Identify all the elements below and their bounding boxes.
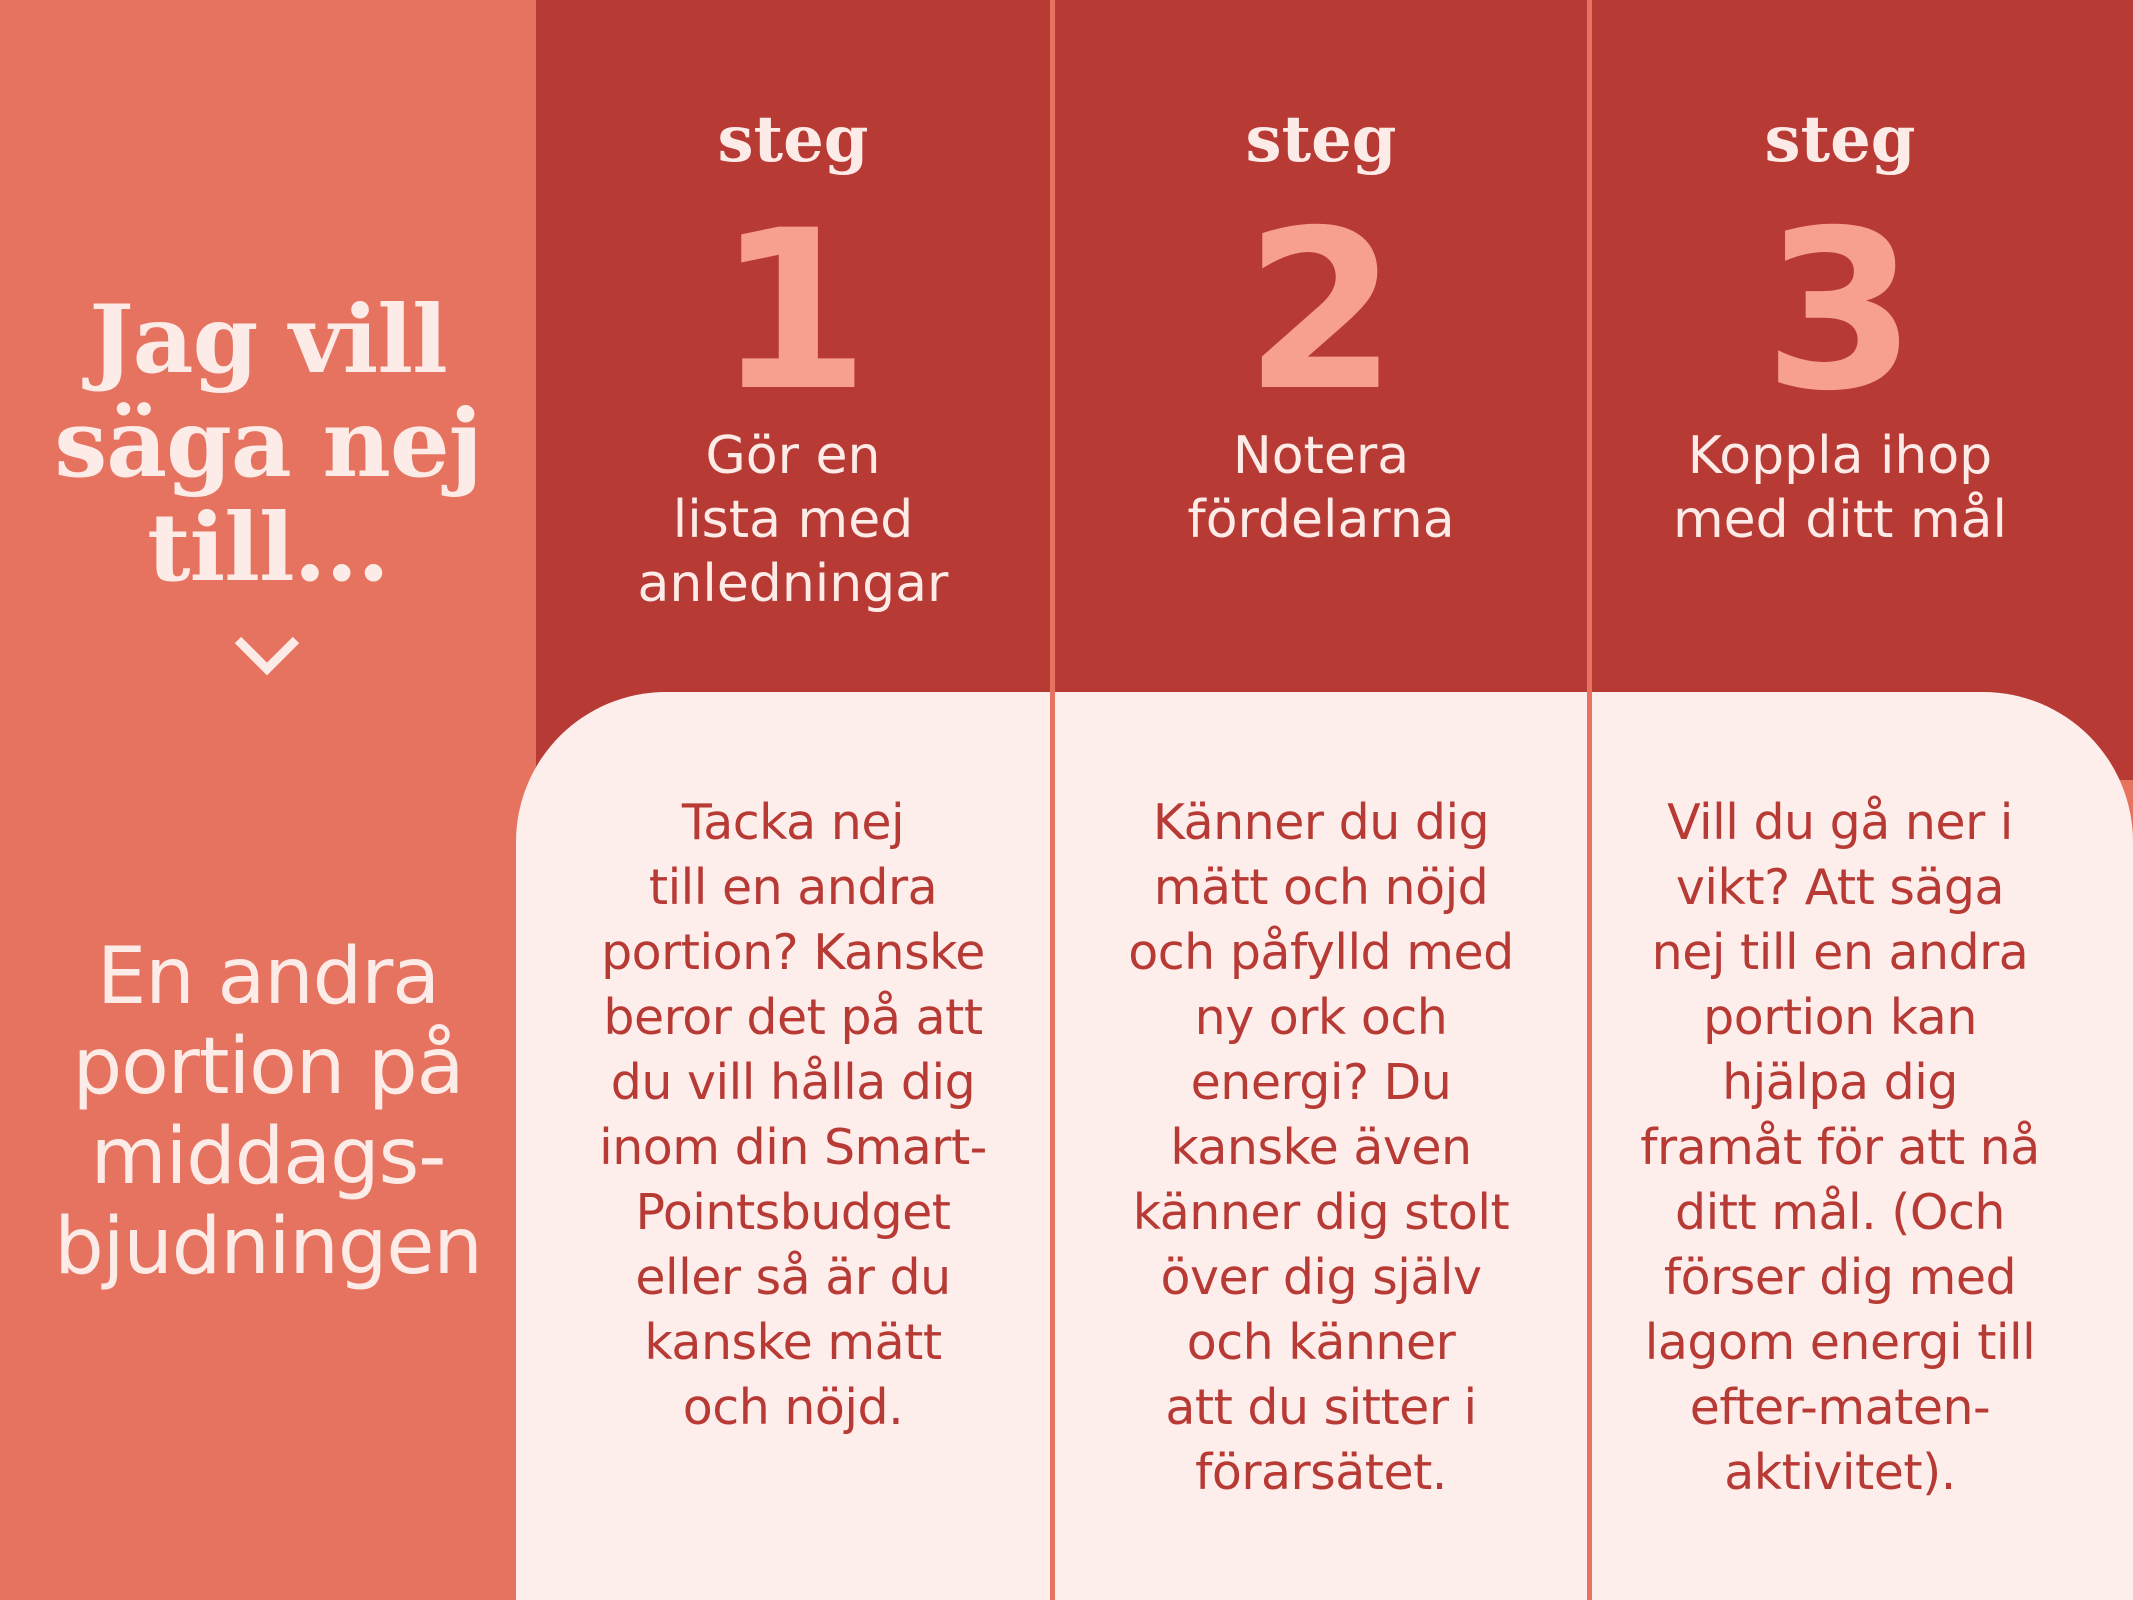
step-title-line: Notera: [1232, 426, 1410, 486]
step-2-header: [1055, 0, 1587, 692]
scenario-line: portion på: [72, 1022, 464, 1112]
body-line: framåt för att nå: [1640, 1119, 2040, 1176]
body-line: Tacka nej: [681, 794, 905, 851]
heading-line: Jag vill: [89, 285, 447, 395]
body-line: du vill hålla dig: [610, 1054, 976, 1111]
body-line: hjälpa dig: [1722, 1054, 1958, 1111]
body-line: vikt? Att säga: [1675, 859, 2005, 916]
sidebar: [0, 0, 536, 1600]
step-label: steg: [1245, 102, 1397, 177]
step-title: [536, 424, 1050, 616]
body-line: Pointsbudget: [635, 1184, 951, 1241]
body-line: och påfylld med: [1128, 924, 1514, 981]
body-line: lagom energi till: [1644, 1314, 2036, 1371]
body-line: förser dig med: [1663, 1249, 2017, 1306]
body-line: beror det på att: [603, 989, 983, 1046]
heading-line: till...: [147, 493, 389, 603]
body-line: känner dig stolt: [1132, 1184, 1510, 1241]
scenario-text: [0, 932, 536, 1292]
step-title-line: anledningar: [637, 554, 949, 614]
step-title-line: Gör en: [705, 426, 881, 486]
body-line: inom din Smart-: [599, 1119, 987, 1176]
body-line: eller så är du: [635, 1249, 951, 1306]
body-line: ny ork och: [1194, 989, 1448, 1046]
body-line: och nöjd.: [682, 1379, 904, 1436]
step-3-header: [1592, 0, 2088, 692]
body-line: ditt mål. (Och: [1675, 1184, 2005, 1241]
step-label: steg: [717, 102, 869, 177]
step-1-header: [536, 0, 1050, 692]
step-number: 2: [1244, 183, 1398, 439]
chevron-down-icon: [232, 634, 302, 678]
step-number: 3: [1763, 183, 1917, 439]
body-line: aktivitet).: [1724, 1444, 1956, 1501]
body-line: kanske mätt: [644, 1314, 942, 1371]
body-line: portion? Kanske: [601, 924, 985, 981]
step-title-line: fördelarna: [1187, 490, 1455, 550]
step-label: steg: [1764, 102, 1916, 177]
heading-line: säga nej: [54, 389, 482, 499]
body-line: och känner: [1186, 1314, 1456, 1371]
step-number: 1: [716, 183, 870, 439]
body-line: nej till en andra: [1651, 924, 2029, 981]
body-line: efter-maten-: [1689, 1379, 1991, 1436]
step-title-line: lista med: [672, 490, 914, 550]
body-line: portion kan: [1703, 989, 1977, 1046]
sidebar-heading: [0, 285, 536, 603]
body-line: förarsätet.: [1195, 1444, 1447, 1501]
scenario-line: En andra: [96, 932, 440, 1022]
step-3-body: [1592, 790, 2088, 1505]
body-line: energi? Du: [1190, 1054, 1452, 1111]
body-line: att du sitter i: [1165, 1379, 1477, 1436]
step-title: [1055, 424, 1587, 552]
body-line: Känner du dig: [1152, 794, 1490, 851]
body-line: kanske även: [1170, 1119, 1472, 1176]
step-title-line: med ditt mål: [1673, 490, 2007, 550]
scenario-line: middags-: [90, 1112, 446, 1202]
scenario-line: bjudningen: [54, 1202, 482, 1292]
step-title-line: Koppla ihop: [1687, 426, 1993, 486]
body-line: Vill du gå ner i: [1667, 794, 2013, 851]
body-line: över dig själv: [1160, 1249, 1482, 1306]
step-1-body: [536, 790, 1050, 1440]
step-2-body: [1055, 790, 1587, 1505]
body-line: till en andra: [648, 859, 938, 916]
body-line: mätt och nöjd: [1153, 859, 1489, 916]
step-title: [1592, 424, 2088, 552]
